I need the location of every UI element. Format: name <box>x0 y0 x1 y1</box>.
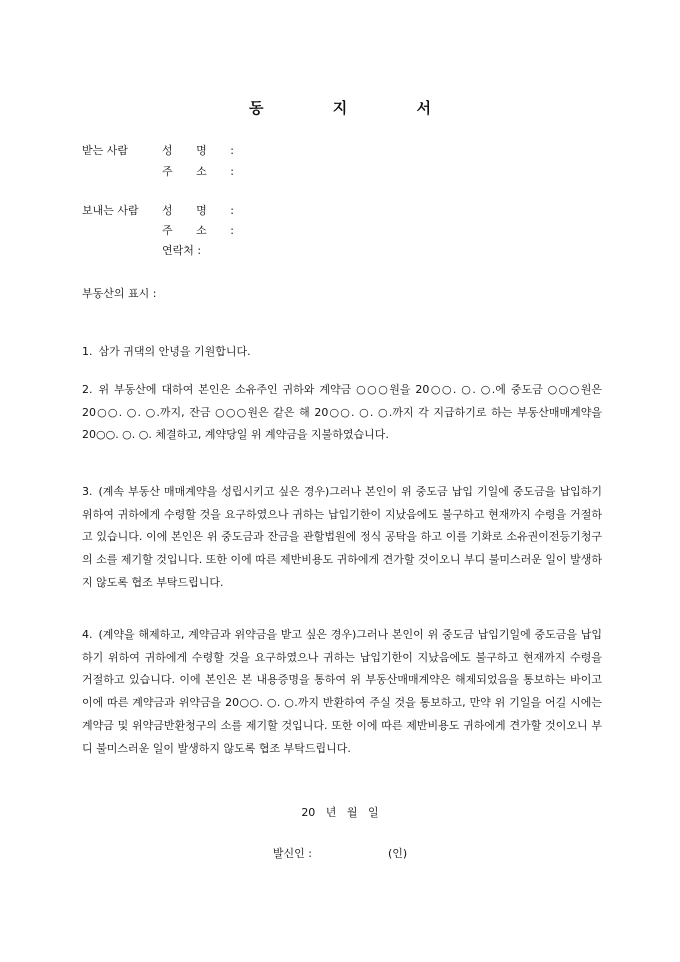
recipient-address-row <box>82 164 244 180</box>
paragraph-4 <box>82 624 602 760</box>
sender-contact-label: 연락처 : <box>162 244 202 257</box>
seal-mark: (인) <box>387 847 408 860</box>
paragraph-text: 삼가 귀댁의 안녕을 기원합니다. <box>98 345 251 358</box>
recipient-address-label: 주 소 : <box>162 165 244 178</box>
paragraph-number: 2. <box>82 383 93 396</box>
paragraph-number: 1. <box>82 345 93 358</box>
paragraph-number: 3. <box>82 485 93 498</box>
recipient-name-row <box>82 143 244 159</box>
property-label: 부동산의 표시 : <box>82 287 157 300</box>
sender-address-label: 주 소 : <box>162 224 244 237</box>
recipient-name-label: 성 명 : <box>162 144 244 157</box>
sender-address-row <box>82 223 244 239</box>
paragraph-text: (계속 부동산 매매계약을 성립시키고 싶은 경우)그러나 본인이 위 중도금 납입 기일에 중도금을 납입하기 위하여 귀하에게 수령할 것을 요구하였으나 귀하는 납입기한이 지났음에도 불구하고 현재까지 수령을 거절하고 있습니다. 이에 본인은 위 중도금과 잔금을 관할법원에 정식 공탁을 하고 이를 기화로 소유권이전등기청구의 소를 제기할 것입니다. 또한 이에 따른 제반비용도 귀하에게 견가할 것이오니 부디 불미스러운 일이 발생하지 않도록 협조 부탁드립니다. <box>82 485 602 589</box>
sender-signature-line <box>0 846 680 862</box>
date-line: 20 년 월 일 <box>301 806 379 819</box>
sender-contact-row <box>82 243 204 259</box>
paragraph-3 <box>82 481 602 595</box>
recipient-heading: 받는 사람 <box>82 144 129 157</box>
paragraph-text: (계약을 해제하고, 계약금과 위약금을 받고 싶은 경우)그러나 본인이 위 중도금 납입기일에 중도금을 납입하기 위하여 귀하에게 수령할 것을 요구하였으나 귀하는 납입기한이 지났음에도 불구하고 현재까지 수령을 거절하고 있습니다. 이에 본인은 본 내용증명을 통하여 위 부동산매매계약은 해제되었음을 통보하는 바이고 이에 따른 계약금과 위약금을 20○○. ○. ○.까지 반환하여 주실 것을 통보하고, 만약 위 기일을 어길 시에는 계약금 및 위약금반환청구의 소를 제기할 것입니다. 또한 이에 따른 제반비용도 귀하에게 견가할 것이오니 부디 불미스러운 일이 발생하지 않도록 협조 부탁드립니다. <box>82 628 602 755</box>
sender-sign-label: 발신인 : <box>272 847 312 860</box>
document-title: 동 지 서 <box>249 99 463 117</box>
sender-name-row <box>82 203 244 219</box>
paragraph-2 <box>82 379 602 447</box>
sender-heading: 보내는 사람 <box>82 204 139 217</box>
sender-name-label: 성 명 : <box>162 204 244 217</box>
paragraph-1 <box>82 341 602 364</box>
paragraph-number: 4. <box>82 628 93 641</box>
paragraph-text: 위 부동산에 대하여 본인은 소유주인 귀하와 계약금 ○○○원을 20○○. ○. ○.에 중도금 ○○○원은 20○○. ○. ○.까지, 잔금 ○○○원은 같은 해 20○○. ○. ○.까지 각 지급하기로 하는 부동산매매계약을 20○○. ○. ○. 체결하고, 계약당일 위 계약금을 지불하였습니다. <box>82 383 602 442</box>
